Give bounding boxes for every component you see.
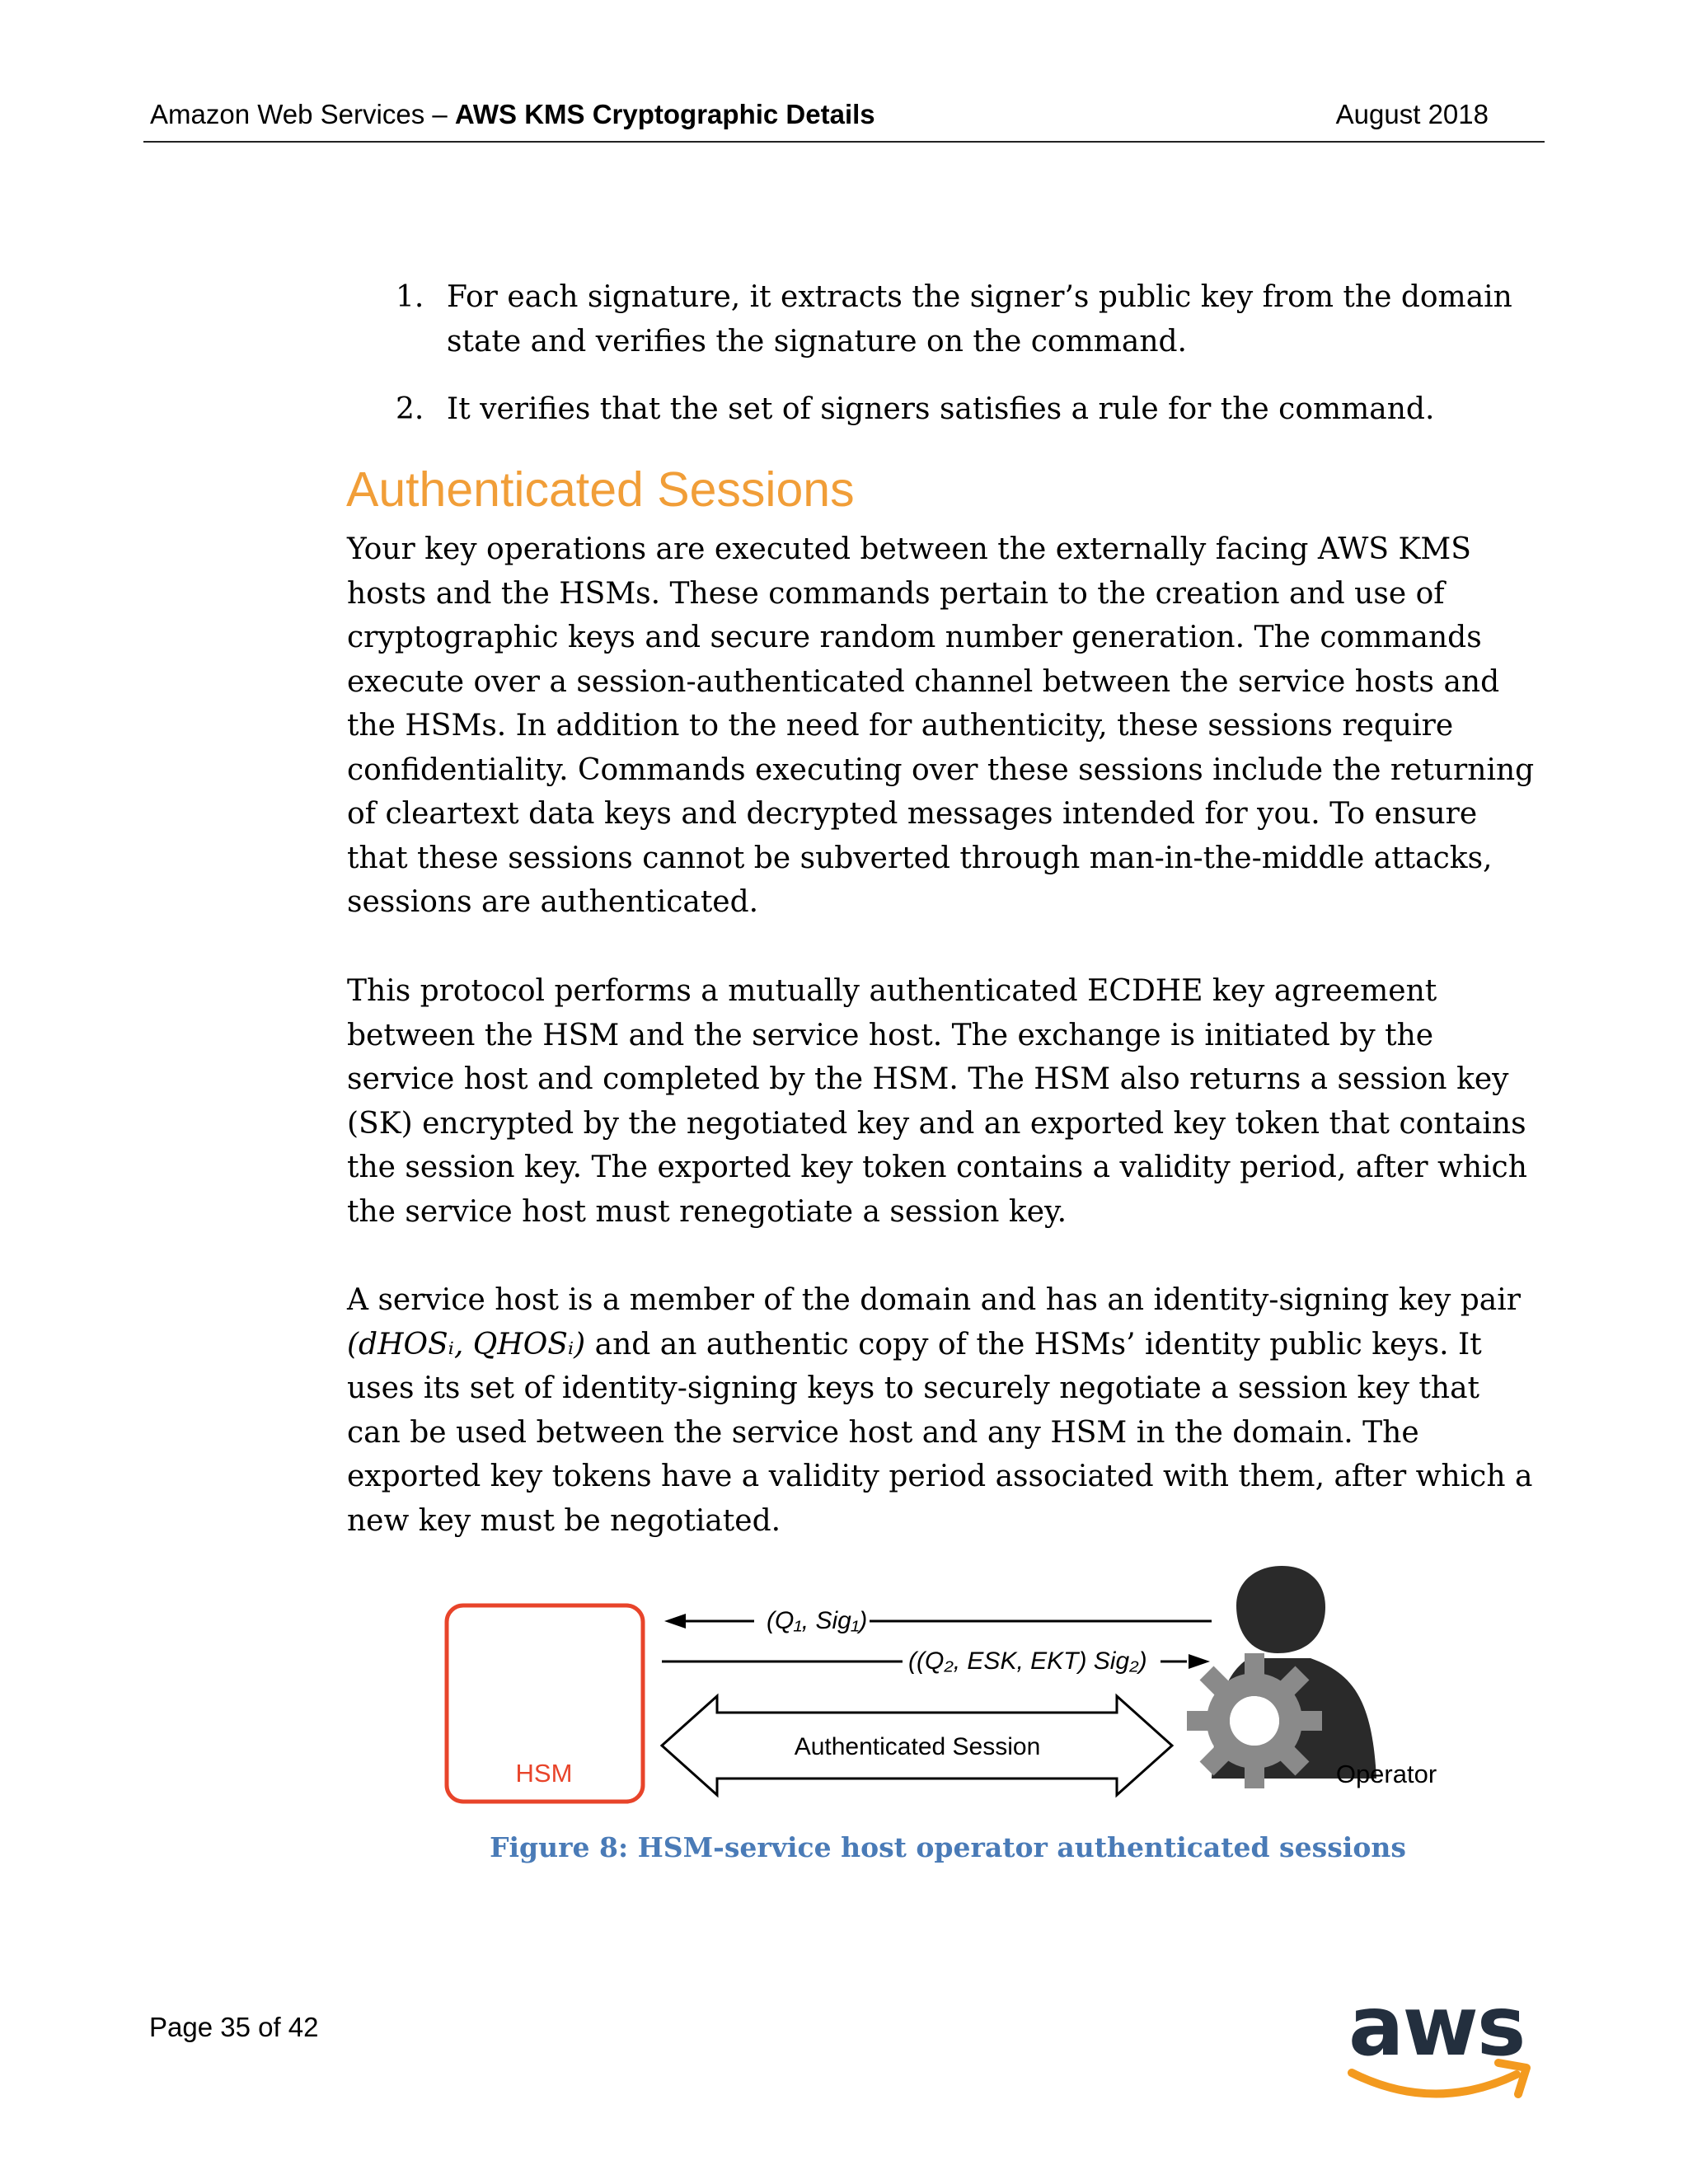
session-diagram — [437, 1566, 1459, 1813]
list-number: 1. — [396, 280, 424, 314]
page-header — [143, 96, 1545, 145]
page-number: Page 35 of 42 — [149, 2012, 319, 2042]
section-heading: Authenticated Sessions — [346, 462, 855, 517]
key-pair-notation: (dHOSᵢ, QHOSᵢ) — [347, 1327, 586, 1361]
gear-icon — [1187, 1653, 1322, 1788]
aws-logo-text: aws — [1348, 1982, 1525, 2074]
msg2-arrowhead — [1189, 1654, 1210, 1669]
paragraph: Your key operations are executed between the externally facing AWS KMS hosts and the HSMs. These commands pertain to the creation and use of cryptographic keys and secure random number generation. The commands execute over a session-authenticated channel between the service hosts and the HSMs. In addition to the need for authenticity, these sessions require confidentiality. Commands executing over these sessions include the returning of cleartext data keys and decrypted messages intended for you. To ensure that these sessions cannot be subverted through man-in-the-middle attacks, sessions are authenticated. — [347, 532, 1535, 919]
figure-caption: Figure 8: HSM-service host operator authenticated sessions — [490, 1831, 1406, 1863]
aws-smile — [1352, 2073, 1517, 2094]
list-number: 2. — [396, 392, 424, 426]
header-date: August 2018 — [1335, 99, 1489, 129]
msg2-label: ((Q₂, ESK, EKT) Sig₂) — [908, 1647, 1147, 1675]
list-text: It verifies that the set of signers satisfies a rule for the command. — [447, 392, 1435, 426]
header-divider — [143, 141, 1545, 143]
session-label: Authenticated Session — [794, 1733, 1041, 1760]
paragraph: A service host is a member of the domain and has an identity-signing key pair (dHOSᵢ, QHOSᵢ) and an authentic copy of the HSMs’ identity public keys. It uses its set of identity-signing keys to securely negotiate a session key that can be used between the service host and any HSM in the domain. The exported key tokens have a validity period associated with them, after which a new key must be negotiated. — [347, 1283, 1533, 1538]
operator-label: Operator — [1335, 1760, 1437, 1788]
list-item — [396, 275, 1550, 364]
aws-logo — [1343, 1982, 1541, 2106]
msg1-arrowhead — [664, 1614, 686, 1629]
hsm-label: HSM — [515, 1759, 573, 1788]
header-title: Amazon Web Services – AWS KMS Cryptographic Details — [150, 99, 875, 129]
paragraph: This protocol performs a mutually authenticated ECDHE key agreement between the HSM and the service host. The exchange is initiated by the service host and completed by the HSM. The HSM also returns a session key (SK) encrypted by the negotiated key and an exported key token that contains the session key. The exported key token contains a validity period, after which the service host must renegotiate a session key. — [347, 974, 1527, 1229]
list-text: For each signature, it extracts the signer’s public key from the domain state and verifies the signature on the command. — [447, 280, 1512, 359]
verification-steps — [396, 275, 1550, 455]
msg1-label: (Q₁, Sig₁) — [767, 1607, 868, 1634]
header-doc-title: AWS KMS Cryptographic Details — [454, 99, 875, 129]
list-item — [396, 387, 1550, 432]
